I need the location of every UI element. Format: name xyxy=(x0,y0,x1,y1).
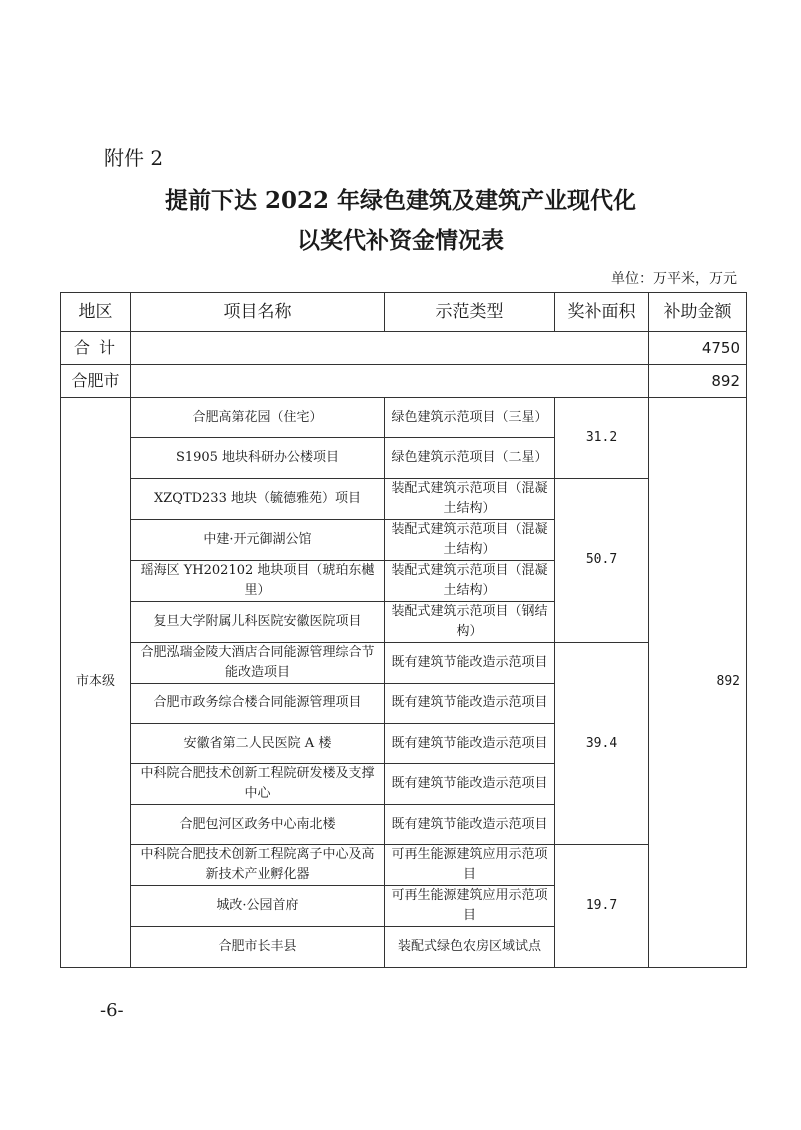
project-name: XZQTD233 地块（毓德雅苑）项目 xyxy=(131,478,385,519)
demo-type: 既有建筑节能改造示范项目 xyxy=(385,642,555,683)
demo-type: 装配式建筑示范项目（混凝土结构） xyxy=(385,478,555,519)
demo-type: 可再生能源建筑应用示范项目 xyxy=(385,886,555,927)
table-row xyxy=(61,398,747,438)
header-subsidy-amount: 补助金额 xyxy=(649,293,747,332)
attachment-label: 附件 2 xyxy=(104,146,164,170)
demo-type: 既有建筑节能改造示范项目 xyxy=(385,683,555,723)
demo-type: 可再生能源建筑应用示范项目 xyxy=(385,845,555,886)
demo-type: 既有建筑节能改造示范项目 xyxy=(385,805,555,845)
district-label: 市本级 xyxy=(61,398,131,968)
table-title-line-1: 提前下达 2022 年绿色建筑及建筑产业现代化 xyxy=(164,187,637,214)
table-row xyxy=(61,642,747,683)
demo-type: 绿色建筑示范项目（二星） xyxy=(385,438,555,478)
city-amount: 892 xyxy=(649,365,747,398)
total-label: 合 计 xyxy=(61,332,131,365)
header-project-name: 项目名称 xyxy=(131,293,385,332)
project-name: S1905 地块科研办公楼项目 xyxy=(131,438,385,478)
city-row xyxy=(61,365,747,398)
award-area: 19.7 xyxy=(555,845,649,967)
project-name: 中科院合肥技术创新工程院研发楼及支撑中心 xyxy=(131,764,385,805)
demo-type: 装配式建筑示范项目（钢结构） xyxy=(385,601,555,642)
city-empty xyxy=(131,365,649,398)
award-area: 39.4 xyxy=(555,642,649,845)
project-name: 安徽省第二人民医院 A 楼 xyxy=(131,723,385,763)
header-demo-type: 示范类型 xyxy=(385,293,555,332)
project-name: 中建·开元御湖公馆 xyxy=(131,519,385,560)
project-name: 城改·公园首府 xyxy=(131,886,385,927)
table-row xyxy=(61,478,747,519)
subsidy-table xyxy=(60,292,747,968)
project-name: 合肥包河区政务中心南北楼 xyxy=(131,805,385,845)
demo-type: 既有建筑节能改造示范项目 xyxy=(385,764,555,805)
city-label: 合肥市 xyxy=(61,365,131,398)
demo-type: 既有建筑节能改造示范项目 xyxy=(385,723,555,763)
table-row xyxy=(61,845,747,886)
table-title-line-2: 以奖代补资金情况表 xyxy=(297,227,504,254)
header-region: 地区 xyxy=(61,293,131,332)
project-name: 复旦大学附属儿科医院安徽医院项目 xyxy=(131,601,385,642)
total-amount: 4750 xyxy=(649,332,747,365)
project-name: 合肥高第花园（住宅） xyxy=(131,398,385,438)
header-award-area: 奖补面积 xyxy=(555,293,649,332)
total-empty xyxy=(131,332,649,365)
project-name: 合肥市长丰县 xyxy=(131,927,385,967)
page-number: -6- xyxy=(100,1000,124,1021)
district-amount: 892 xyxy=(649,398,747,968)
header-row xyxy=(61,293,747,332)
demo-type: 绿色建筑示范项目（三星） xyxy=(385,398,555,438)
project-name: 瑶海区 YH202102 地块项目（琥珀东樾里） xyxy=(131,560,385,601)
project-name: 合肥市政务综合楼合同能源管理项目 xyxy=(131,683,385,723)
demo-type: 装配式建筑示范项目（混凝土结构） xyxy=(385,519,555,560)
unit-note: 单位：万平米，万元 xyxy=(611,271,737,287)
project-name: 合肥泓瑞金陵大酒店合同能源管理综合节能改造项目 xyxy=(131,642,385,683)
project-name: 中科院合肥技术创新工程院离子中心及高新技术产业孵化器 xyxy=(131,845,385,886)
demo-type: 装配式绿色农房区域试点 xyxy=(385,927,555,967)
award-area: 31.2 xyxy=(555,398,649,479)
award-area: 50.7 xyxy=(555,478,649,642)
total-row xyxy=(61,332,747,365)
demo-type: 装配式建筑示范项目（混凝土结构） xyxy=(385,560,555,601)
